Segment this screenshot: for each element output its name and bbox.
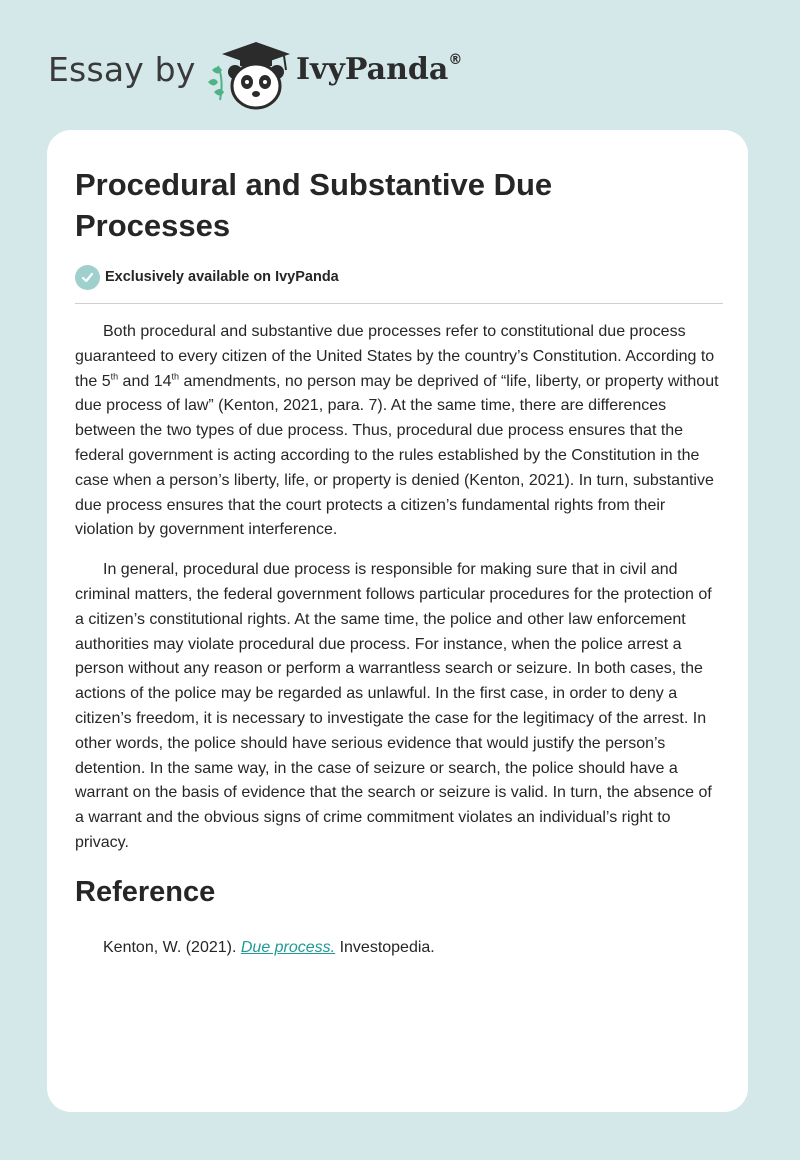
- paragraph-1-part-2: and 14: [118, 372, 172, 390]
- page-title: Procedural and Substantive Due Processes: [75, 167, 553, 243]
- exclusive-badge: [75, 264, 339, 290]
- divider: [75, 303, 723, 304]
- paragraph-1-part-3: amendments, no person may be deprived of “life, liberty, or property without due process of law” (Kenton, 2021, para. 7). At the same time, there are differences between the two types of due process. Thus, procedural due process ensures that the federal government is acting according to the rules established by the Constitution in the case when a person’s liberty, life, or property is denied (Kenton, 2021). In turn, substantive due process ensures that the court protects a citizen’s fundamental rights from their violation by government interference.: [75, 372, 719, 539]
- badge-label: Exclusively available on IvyPanda: [105, 269, 339, 285]
- registered-mark: ®: [448, 52, 463, 68]
- reference-link[interactable]: Due process.: [240, 939, 336, 956]
- essay-body: [75, 320, 725, 871]
- paragraph-1: [75, 320, 725, 543]
- ordinal-suffix: th: [110, 371, 119, 382]
- essay-by-label: Essay by: [48, 50, 196, 89]
- ivypanda-logo-icon[interactable]: [200, 36, 296, 112]
- brand-name[interactable]: [296, 52, 462, 87]
- reference-prefix: Kenton, W. (2021).: [103, 939, 241, 956]
- check-icon: [75, 265, 100, 290]
- ordinal-suffix: th: [171, 371, 180, 382]
- paragraph-1-part-1: Both procedural and substantive due processes refer to constitutional due process guaranteed to every citizen of the United States by the country’s Constitution. According to the 5: [75, 323, 715, 390]
- site-header: [0, 0, 800, 130]
- ivy-leaf-icon: [208, 66, 224, 100]
- paragraph-2: In general, procedural due process is responsible for making sure that in civil and criminal matters, the federal government follows particular procedures for the protection of a citizen’s constitutional rights. At the same time, the police and other law enforcement authorities may violate procedural due process. For instance, when the police arrest a person without any reason or perform a warrantless search or seizure. In both cases, the actions of the police may be regarded as unlawful. In the first case, in order to deny a citizen’s freedom, it is necessary to investigate the case for the legitimacy of the arrest. In other words, the police should have serious evidence that would justify the person’s detention. In the same way, in the case of seizure or search, the police should have a warrant on the basis of evidence that the search or seizure is valid. In turn, the absence of a warrant and the obvious signs of crime commitment violates an individual’s right to privacy.: [75, 561, 712, 851]
- brand-text: IvyPanda: [296, 52, 449, 87]
- reference-heading: Reference: [75, 876, 216, 908]
- reference-suffix: Investopedia.: [335, 939, 435, 956]
- essay-card: [47, 130, 748, 1112]
- reference-entry: [103, 936, 435, 960]
